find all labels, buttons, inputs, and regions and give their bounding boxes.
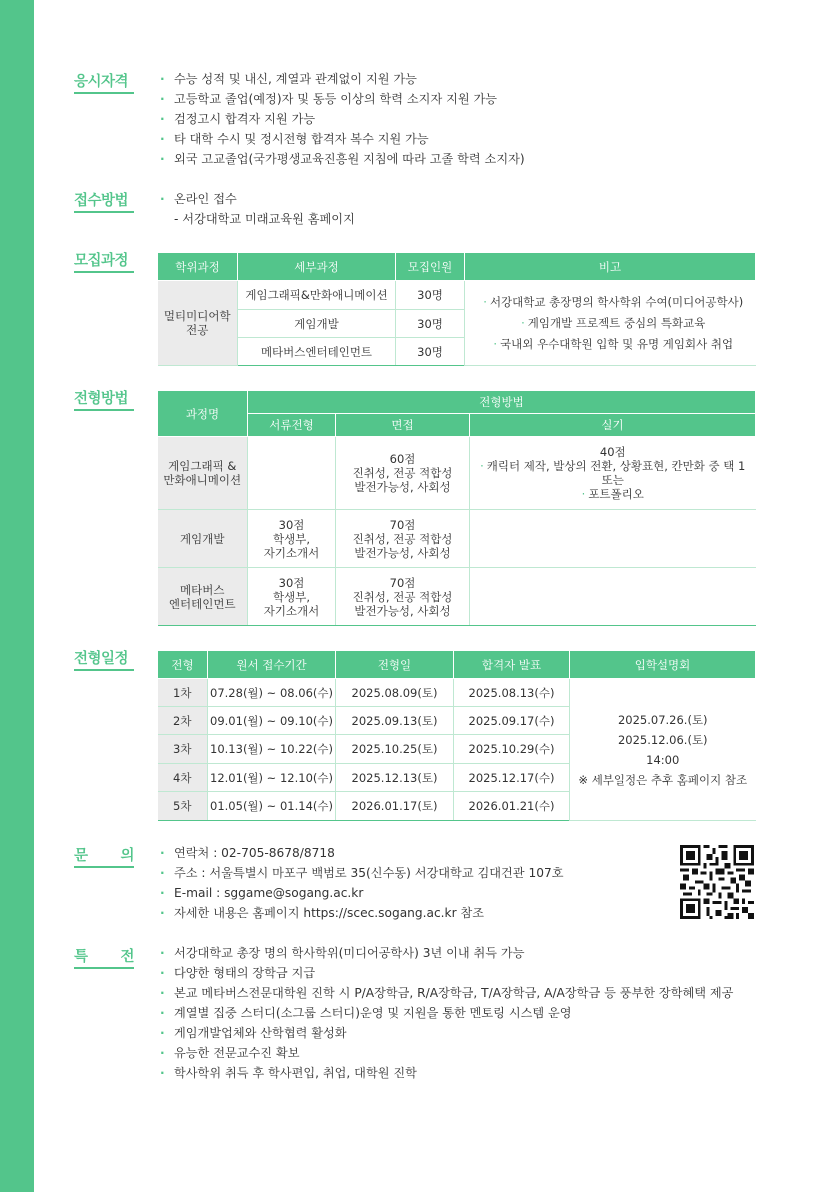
programs-table — [157, 252, 756, 366]
info-session-date: 2025.12.06.(토) — [617, 732, 708, 747]
period-cell: 12.01(월) ~ 12.10(수) — [208, 764, 336, 792]
note-item: · 서강대학교 총장명의 학사학위 수여(미디어공학사) — [483, 294, 744, 309]
list-item: · 고등학교 졸업(예정)자 및 동등 이상의 학력 소지자 지원 가능 — [160, 92, 498, 106]
column-header: 세부과정 — [238, 253, 396, 281]
list-item: · 게임개발업체와 산학협력 활성화 — [160, 1026, 347, 1040]
table-row — [158, 510, 756, 568]
announce-cell: 2025.12.17(수) — [454, 764, 570, 792]
list-item: · 자세한 내용은 홈페이지 https://scec.sogang.ac.kr 참조 — [160, 906, 485, 920]
benefits-heading-char: 특 — [74, 949, 88, 965]
column-header: 비고 — [465, 253, 756, 281]
list-item: · 서강대학교 총장 명의 학사학위(미디어공학사) 3년 이내 취득 가능 — [160, 946, 525, 960]
round-cell: 1차 — [158, 679, 208, 707]
list-item: · 검정고시 합격자 지원 가능 — [160, 112, 316, 126]
round-cell: 2차 — [158, 707, 208, 735]
practical-or: 또는 — [601, 473, 624, 487]
docs-cell: 30점 학생부, 자기소개서 — [248, 510, 336, 568]
list-item: · 주소 : 서울특별시 마포구 백범로 35(신수동) 서강대학교 김대건관 107호 — [160, 866, 564, 880]
list-item: · 학사학위 취득 후 학사편입, 취업, 대학원 진학 — [160, 1066, 417, 1080]
column-header: 전형일 — [336, 651, 454, 679]
application-method-list — [158, 189, 355, 229]
list-item: · 타 대학 수시 및 정시전형 합격자 복수 지원 가능 — [160, 132, 429, 146]
table-row — [158, 437, 756, 510]
benefits-heading-char: 전 — [120, 949, 134, 965]
period-cell: 07.28(월) ~ 08.06(수) — [208, 679, 336, 707]
count-cell: 30명 — [396, 310, 465, 338]
column-header: 합격자 발표 — [454, 651, 570, 679]
course-cell: 게임그래픽&만화애니메이션 — [238, 281, 396, 310]
left-accent-bar — [0, 0, 34, 1192]
list-item: · 계열별 집중 스터디(소그룹 스터디)운영 및 지원을 통한 멘토링 시스템 운영 — [160, 1006, 572, 1020]
course-cell: 게임개발 — [238, 310, 396, 338]
list-item: · 다양한 형태의 장학금 지급 — [160, 966, 316, 980]
date-cell: 2025.08.09(토) — [336, 679, 454, 707]
course-cell: 게임그래픽 & 만화애니메이션 — [158, 437, 248, 510]
practical-cell — [470, 510, 756, 568]
announce-cell: 2025.08.13(수) — [454, 679, 570, 707]
practical-cell — [470, 437, 756, 510]
note-item: · 국내외 우수대학원 입학 및 유명 게임회사 취업 — [493, 336, 734, 351]
list-item: · 연락처 : 02-705-8678/8718 — [160, 846, 335, 860]
table-row — [158, 568, 756, 626]
table-row — [158, 281, 756, 310]
schedule-heading: 전형일정 — [74, 647, 134, 671]
info-session-time: 14:00 — [646, 752, 680, 767]
list-item: · 수능 성적 및 내신, 계열과 관계없이 지원 가능 — [160, 72, 417, 86]
docs-cell — [248, 437, 336, 510]
column-header: 과정명 — [158, 391, 248, 437]
date-cell: 2025.10.25(토) — [336, 735, 454, 764]
table-row — [158, 679, 756, 707]
contact-heading — [74, 844, 134, 868]
selection-heading: 전형방법 — [74, 387, 134, 411]
count-cell: 30명 — [396, 338, 465, 366]
list-item: · 유능한 전문교수진 확보 — [160, 1046, 300, 1060]
eligibility-heading: 응시자격 — [74, 70, 134, 94]
list-item: · 외국 고교졸업(국가평생교육진흥원 지침에 따라 고졸 학력 소지자) — [160, 152, 525, 166]
column-header: 모집인원 — [396, 253, 465, 281]
course-cell: 메타버스 엔터테인먼트 — [158, 568, 248, 626]
schedule-table — [157, 650, 756, 821]
qr-code-icon[interactable] — [680, 845, 754, 919]
interview-cell: 70점 진취성, 전공 적합성 발전가능성, 사회성 — [336, 510, 470, 568]
round-cell: 4차 — [158, 764, 208, 792]
column-header: 입학설명회 — [570, 651, 756, 679]
info-session-cell — [570, 679, 756, 821]
column-header: 전형 — [158, 651, 208, 679]
round-cell: 3차 — [158, 735, 208, 764]
contact-heading-char: 문 — [74, 848, 88, 864]
period-cell: 10.13(월) ~ 10.22(수) — [208, 735, 336, 764]
practical-item: · 캐릭터 제작, 발상의 전환, 상황표현, 칸만화 중 택 1 — [480, 459, 746, 473]
column-header: 면접 — [336, 414, 470, 437]
column-header: 전형방법 — [248, 391, 756, 414]
practical-cell — [470, 568, 756, 626]
info-session-note: ※ 세부일정은 추후 홈페이지 참조 — [578, 772, 748, 787]
count-cell: 30명 — [396, 281, 465, 310]
benefits-list — [158, 943, 733, 1083]
note-item: · 게임개발 프로젝트 중심의 특화교육 — [521, 315, 706, 330]
selection-table — [157, 390, 756, 626]
degree-cell: 멀티미디어학 전공 — [158, 281, 238, 366]
period-cell: 09.01(월) ~ 09.10(수) — [208, 707, 336, 735]
interview-cell: 60점 진취성, 전공 적합성 발전가능성, 사회성 — [336, 437, 470, 510]
column-header: 원서 접수기간 — [208, 651, 336, 679]
info-session-date: 2025.07.26.(토) — [617, 712, 708, 727]
date-cell: 2026.01.17(토) — [336, 792, 454, 821]
list-item: · E-mail : sggame@sogang.ac.kr — [160, 886, 364, 900]
announce-cell: 2025.09.17(수) — [454, 707, 570, 735]
date-cell: 2025.12.13(토) — [336, 764, 454, 792]
contact-heading-char: 의 — [120, 848, 134, 864]
contact-list — [158, 843, 563, 923]
column-header: 실기 — [470, 414, 756, 437]
course-cell: 메타버스엔터테인먼트 — [238, 338, 396, 366]
list-item: · 본교 메타버스전문대학원 진학 시 P/A장학금, R/A장학금, T/A장학금, A/A장학금 등 풍부한 장학혜택 제공 — [160, 986, 734, 1000]
date-cell: 2025.09.13(토) — [336, 707, 454, 735]
column-header: 서류전형 — [248, 414, 336, 437]
announce-cell: 2026.01.21(수) — [454, 792, 570, 821]
programs-heading: 모집과정 — [74, 249, 134, 273]
interview-cell: 70점 진취성, 전공 적합성 발전가능성, 사회성 — [336, 568, 470, 626]
application-method-heading: 접수방법 — [74, 189, 134, 213]
list-item: · 온라인 접수 — [160, 192, 237, 206]
column-header: 학위과정 — [158, 253, 238, 281]
notes-cell — [465, 281, 756, 366]
practical-score: 40점 — [599, 445, 626, 459]
round-cell: 5차 — [158, 792, 208, 821]
docs-cell: 30점 학생부, 자기소개서 — [248, 568, 336, 626]
practical-item: · 포트폴리오 — [581, 487, 644, 501]
eligibility-list — [158, 69, 525, 169]
list-sub-item: - 서강대학교 미래교육원 홈페이지 — [174, 212, 355, 226]
benefits-heading — [74, 945, 134, 969]
period-cell: 01.05(월) ~ 01.14(수) — [208, 792, 336, 821]
announce-cell: 2025.10.29(수) — [454, 735, 570, 764]
course-cell: 게임개발 — [158, 510, 248, 568]
